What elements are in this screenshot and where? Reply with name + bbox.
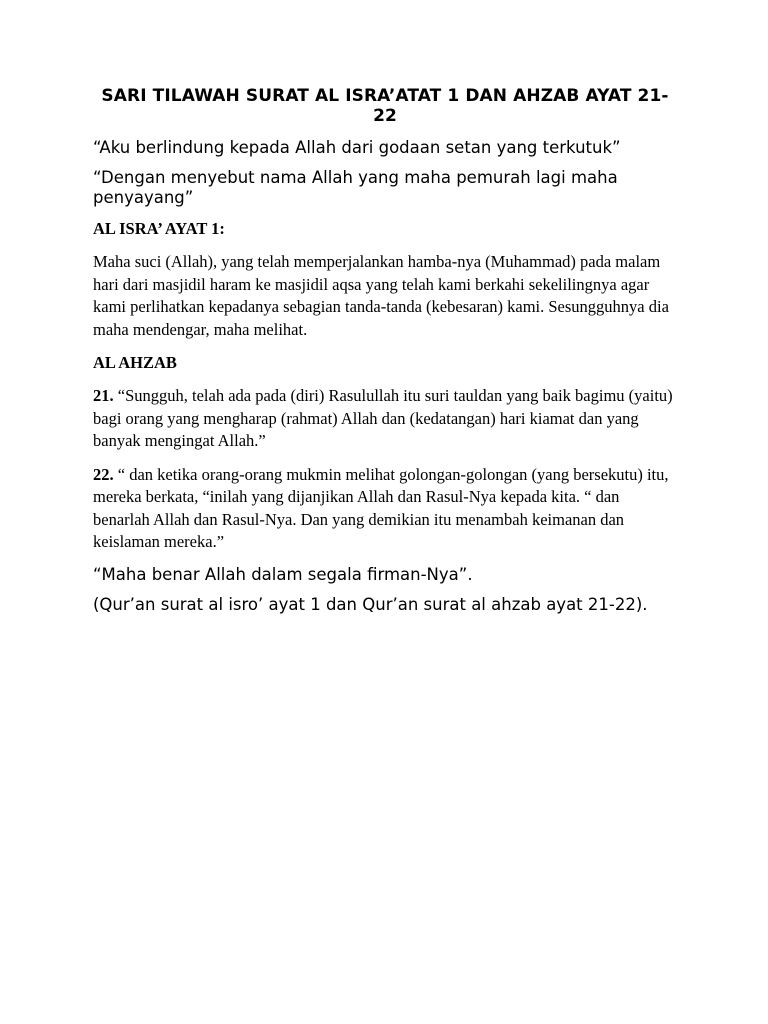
- reference-text: (Qur’an surat al isro’ ayat 1 dan Qur’an surat al ahzab ayat 21-22).: [93, 594, 648, 614]
- al-ahzab-verse-22: [93, 464, 677, 554]
- verse-text: “ dan ketika orang-orang mukmin melihat golongan-golongan (yang bersekutu) itu, mereka berkata, “inilah yang dijanjikan Allah dan Rasul-Nya kepada kita. “ dan benarlah Allah dan Rasul-Nya. Dan yang demikian itu menambah keimanan dan keislaman mereka.”: [93, 464, 669, 551]
- closing-text: “Maha benar Allah dalam segala firman-Nya”.: [93, 564, 473, 584]
- al-isra-verse-text: Maha suci (Allah), yang telah memperjalankan hamba-nya (Muhammad) pada malam hari dari masjidil haram ke masjidil aqsa yang telah kami berkahi sekelilingnya agar kami perlihatkan kepadanya sebagian tanda-tanda (kebesaran) kami. Sesungguhnya dia maha mendengar, maha melihat.: [93, 252, 669, 339]
- document-body: [93, 86, 677, 625]
- al-ahzab-verse-21: [93, 385, 677, 453]
- al-ahzab-heading: AL AHZAB: [93, 353, 177, 372]
- basmalah-text: “Dengan menyebut nama Allah yang maha pemurah lagi maha penyayang”: [93, 168, 618, 207]
- document-title: SARI TILAWAH SURAT AL ISRA’ATAT 1 DAN AHZAB AYAT 21-22: [101, 86, 669, 126]
- al-isra-heading: AL ISRA’ AYAT 1:: [93, 219, 225, 238]
- verse-number: 22.: [93, 464, 114, 484]
- verse-text: “Sungguh, telah ada pada (diri) Rasulullah itu suri tauldan yang baik bagimu (yaitu) bagi orang yang mengharap (rahmat) Allah dan (kedatangan) hari kiamat dan yang banyak mengingat Allah.”: [93, 386, 673, 450]
- verse-number: 21.: [93, 386, 114, 405]
- taawudz-text: “Aku berlindung kepada Allah dari godaan setan yang terkutuk”: [93, 138, 621, 157]
